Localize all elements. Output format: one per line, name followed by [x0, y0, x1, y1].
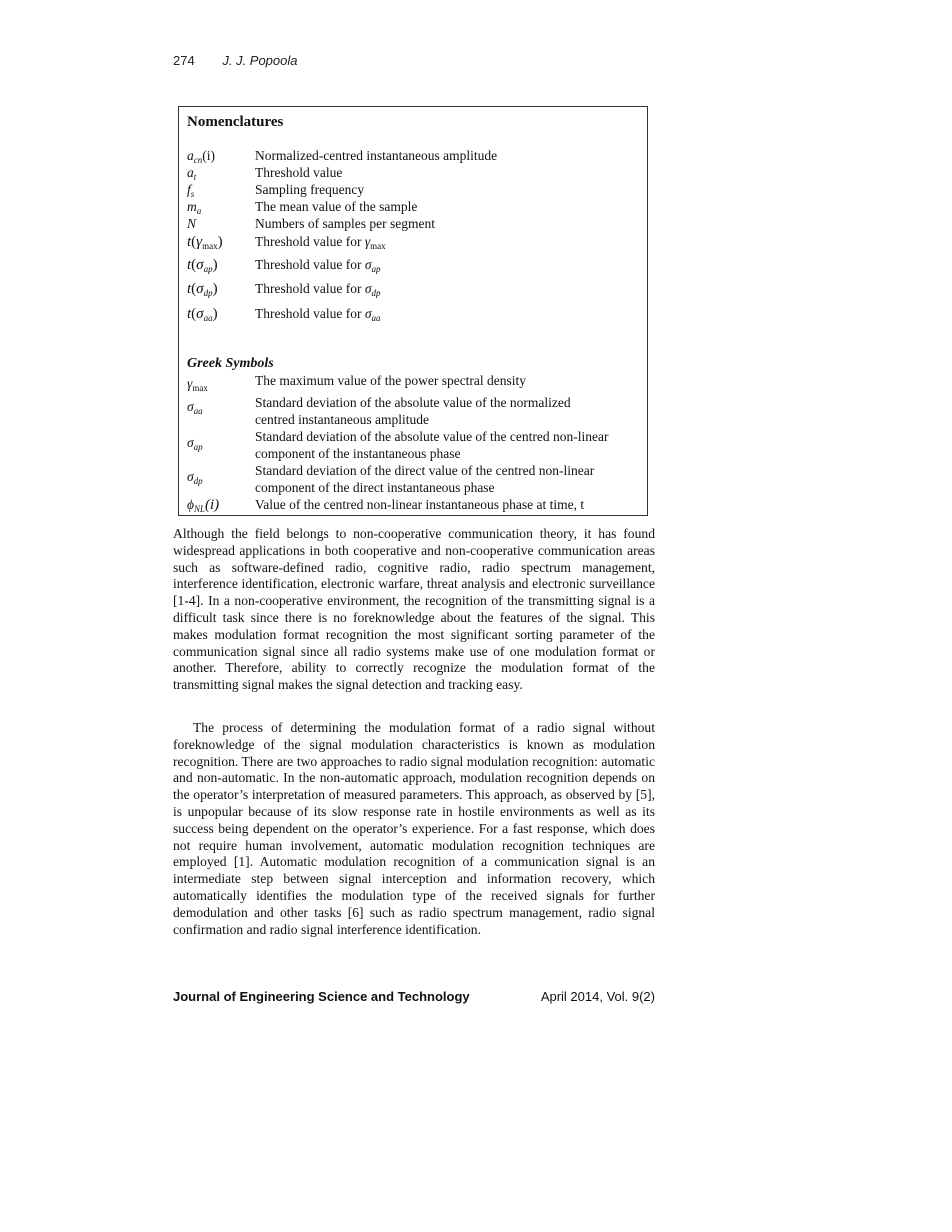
nomenclature-definition: Threshold value — [255, 165, 343, 180]
greek-symbols-title: Greek Symbols — [187, 356, 274, 371]
page-number: 274 — [173, 53, 195, 68]
nomenclature-box: Nomenclatures $a_{cn}(i)$ Normalized-centred instantaneous amplitude $a_t$ Threshold value $f_s$ Sampling frequency $m_a$ The mean value of the sample N Numbers of samples per segment $t(\gamma_{max})$ Threshold value for $\gamma_{max}$ $t(\sigma_{ap})$ Threshold value for $\sigma_{ap}$ $t(\sigma_{dp})$ Threshold value for $\sigma_{dp}$ $t(\sigma_{aa})$ Threshold value for $\sigma_{aa}$ Greek Symbols $\gamma_{max}$ The maximum value of the power spectral density $\sigma_{aa}$ Standard deviation of the absolute value of the normalized centred instantaneous amplitude $\sigma_{ap}$ Standard deviation of the absolute value of the centred non-linear component of the instantaneous phase $\sigma_{dp}$ Standard deviation of the direct value of the centred non-linear component of the direct instantaneous phase $\phi_{NL}(i)$ Value of the centred non-linear instantaneous phase at time, t — [178, 106, 648, 516]
nomenclature-definition: Numbers of samples per segment — [255, 216, 435, 231]
paragraph: Although the field belongs to non-cooperative communication theory, it has found widespread applications in both cooperative and non-cooperative communication areas such as software-defined radio, cognitive radio, radio spectrum management, interference identification, electronic warfare, threat analysis and electronic surveillance [1-4]. In a non-cooperative environment, the recognition of the transmitting signal is a difficult task since there is no foreknowledge about the features of the signal. This makes modulation format recognition the most significant sorting parameter of the communication signal since all radio systems make use of one modulation format or another. Therefore, ability to correctly recognize the modulation format of the transmitting signal makes the signal detection and tracking easy. — [173, 526, 655, 693]
nomenclature-definition: Sampling frequency — [255, 182, 365, 197]
author-name: J. J. Popoola — [222, 53, 298, 68]
journal-name: Journal of Engineering Science and Technology — [173, 989, 470, 1004]
paragraph: The process of determining the modulation format of a radio signal without foreknowledge of the signal modulation characteristics is known as modulation recognition. There are two approaches to radio signal modulation recognition: automatic and non-automatic. In the non-automatic approach, modulation recognition depends on the operator’s interpretation of measured parameters. This approach, as observed by [5], is unpopular because of its slow response rate in hostile environments as well as its success being dependent on the operator’s experience. For a fast response, which does not require human involvement, automatic modulation recognition techniques are employed [1]. Automatic modulation recognition of a communication signal is an intermediate step between signal interception and information recovery, which automatically identifies the modulation type of the received signals for further demodulation and other tasks [6] such as radio spectrum management, radio signal confirmation and radio signal interference identification. — [173, 720, 655, 937]
nomenclature-title: Nomenclatures — [187, 114, 284, 130]
nomenclature-definition: The mean value of the sample — [255, 199, 418, 214]
nomenclature-definition: Normalized-centred instantaneous amplitude — [255, 148, 498, 163]
issue-info: April 2014, Vol. 9(2) — [540, 989, 655, 1004]
running-header — [173, 53, 297, 68]
